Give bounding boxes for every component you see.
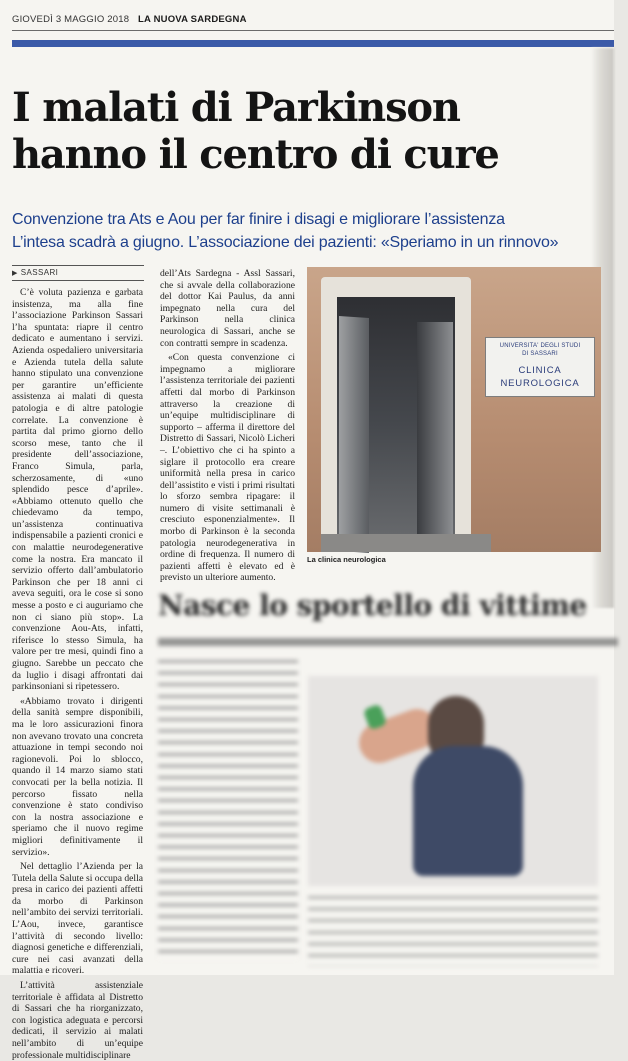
paragraph: L’attività assistenziale territoriale è affidata al Distretto di Sassari che ha riorganizzato, con logistica adeguata e percorsi dedicati, il servizio ai malati nell’ambito di un’equipe professionale multidisciplinare [12, 980, 143, 1061]
sign-university: UNIVERSITA' DEGLI STUDI [499, 343, 581, 349]
next-article-subtitle [158, 638, 618, 646]
body-column-1 [12, 287, 143, 1061]
article-deck: Convenzione tra Ats e Aou per far finire i disagi e migliorare l’assistenza L’intesa scadrà a giugno. L’associazione dei pazienti: «Speriamo in un rinnovo» [12, 211, 559, 251]
top-rule [12, 30, 614, 31]
door-panel-left [339, 316, 369, 553]
issue-date: GIOVEDÌ 3 MAGGIO 2018 [12, 14, 130, 25]
paragraph: Nel dettaglio l’Azienda per la Tutela della Salute si occupa della presa in carico dei pazienti affetti da morbo di Parkinson nell’ambito dei servizi territoriali. L’Aou, invece, garantisce l’attività di secondo livello: diagnosi genetiche e differenziali, cure nei casi avanzati della malattia e ricoveri. [12, 861, 143, 977]
newspaper-name: LA NUOVA SARDEGNA [138, 14, 247, 25]
paragraph: C’è voluta pazienza e garbata insistenza, ma alla fine l’associazione Parkinson Sassari l’ha spuntata: riapre il centro dedicato e aumentano i servizi. Azienda ospedaliero universitaria e Azienda tutela della salute hanno stipulato una convenzione per garantire un’efficiente assistenza ai malati di questa patologia e di altre patologie correlate. La convenzione è partita dal primo giorno dello scorso mese, tanto che il presidente dell’associazione, Franco Simula, parla, scherzosamente, di «uno splendido pesce d’aprile». «Abbiamo ottenuto quello che chiedevamo da tempo, un’assistenza continuativa indispensabile a pazienti cronici e con malattie neurodegenerative come la nostra. Era mancato il servizio offerto dall’ambulatorio Parkinson che per 18 anni ci aveva seguiti, ora le cose si sono messe a posto e ci auguriamo che non ci siano più stop». La convenzione Aou-Ats, infatti, riferisce lo stesso Simula, ha valore per tre mesi, quindi fino a giugno. Sarebbe un peccato che da luglio i disagi affrontati dai parkinsoniani si ripetessero. [12, 287, 143, 693]
paragraph: «Con questa convenzione ci impegnamo a migliorare l’assistenza territoriale dei pazienti affetti dal morbo di Parkinson attraverso la creazione di un’equipe multidisciplinare di supporto – afferma il direttore del Distretto di Sassari, Nicolò Licheri –. L’obiettivo che ci ha spinto a siglare il protocollo era creare uniformità nella presa in carico dell’assistito e visti i primi risultati lo sforzo sembra ripagare: il numero di visite settimanali è cresciuto esponenzialmente». Il morbo di Parkinson è la seconda patologia neurodegenerativa in ordine di frequenza. Il numero di pazienti affetti è elevato ed è previsto un ulteriore aumento. [160, 352, 295, 584]
section-label [12, 265, 144, 281]
door-panel-right [417, 322, 453, 552]
masthead [12, 14, 614, 30]
next-article-photo [308, 676, 598, 886]
next-article-title: Nasce lo sportello di vittime [158, 589, 587, 622]
section-label-text: SASSARI [20, 268, 59, 277]
next-article-text [158, 660, 298, 960]
body-column-2 [160, 268, 295, 584]
sign-city: DI SASSARI [522, 351, 558, 357]
triangle-icon: ▶ [12, 270, 18, 277]
next-article-blurred [150, 580, 614, 975]
paragraph: «Abbiamo trovato i dirigenti della sanità sempre disponibili, ma le loro assicurazioni finora non avevano trovato una concreta attuazione in tempi secondo noi ragionevoli. Poi lo sblocco, quando il 14 marzo siamo stati convocati per la bella notizia. Il percorso fissato nella convenzione è stato condiviso con la nostra associazione e speriamo che il nuovo regime migliori definitivamente il servizio». [12, 695, 143, 858]
clinic-sign [485, 337, 595, 397]
paragraph: dell’Ats Sardegna - Assl Sassari, che si avvale della collaborazione del dottor Kai Paulus, da anni impegnato nella cura del Parkinson nella clinica neurologica di Sassari, anche se con contratti sempre in scadenza. [160, 268, 295, 349]
sign-clinic: CLINICA [518, 365, 562, 376]
clinic-photo [307, 267, 601, 552]
section-color-bar [12, 40, 614, 47]
entrance-step [321, 534, 491, 552]
photo-caption: La clinica neurologica [307, 555, 386, 564]
figure-body [413, 746, 523, 876]
next-article-text-2 [308, 896, 598, 966]
article-headline: I malati di Parkinson hanno il centro di cure [12, 84, 499, 178]
sign-department: NEUROLOGICA [500, 378, 580, 389]
